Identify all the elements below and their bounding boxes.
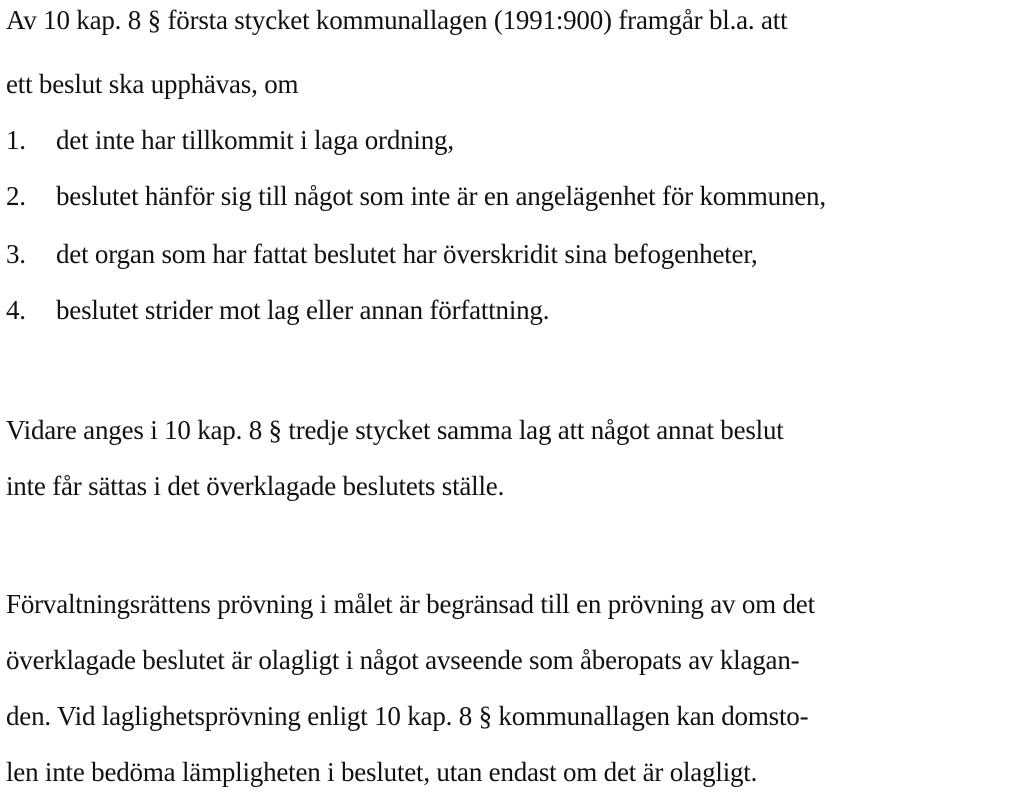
list-item-4-text: beslutet strider mot lag eller annan författning. [56, 295, 550, 325]
list-item-1 [6, 124, 454, 156]
paragraph1-line2: ett beslut ska upphävas, om [6, 69, 299, 99]
list-item-3-number: 3. [6, 239, 26, 269]
list-item-4 [6, 294, 549, 326]
list-item-1-number: 1. [6, 125, 26, 155]
paragraph3-line2: överklagade beslutet är olagligt i något avseende som åberopats av klagan- [6, 645, 800, 675]
list-item-3 [6, 238, 758, 270]
list-item-2 [6, 180, 826, 212]
paragraph1-line1: Av 10 kap. 8 § första stycket kommunallagen (1991:900) framgår bl.a. att [6, 5, 788, 35]
paragraph2-line1: Vidare anges i 10 kap. 8 § tredje stycket samma lag att något annat beslut [6, 415, 784, 445]
list-item-4-number: 4. [6, 295, 26, 325]
list-item-1-text: det inte har tillkommit i laga ordning, [56, 125, 454, 155]
paragraph3-line4: len inte bedöma lämpligheten i beslutet, utan endast om det är olagligt. [6, 757, 758, 787]
list-item-2-text: beslutet hänför sig till något som inte är en angelägenhet för kommunen, [56, 181, 826, 211]
paragraph2-line2: inte får sättas i det överklagade beslutets ställe. [6, 471, 505, 501]
list-item-2-number: 2. [6, 181, 26, 211]
paragraph3-line1: Förvaltningsrättens prövning i målet är begränsad till en prövning av om det [6, 589, 815, 619]
paragraph3-line3: den. Vid laglighetsprövning enligt 10 kap. 8 § kommunallagen kan domsto- [6, 701, 809, 731]
list-item-3-text: det organ som har fattat beslutet har överskridit sina befogenheter, [56, 239, 758, 269]
